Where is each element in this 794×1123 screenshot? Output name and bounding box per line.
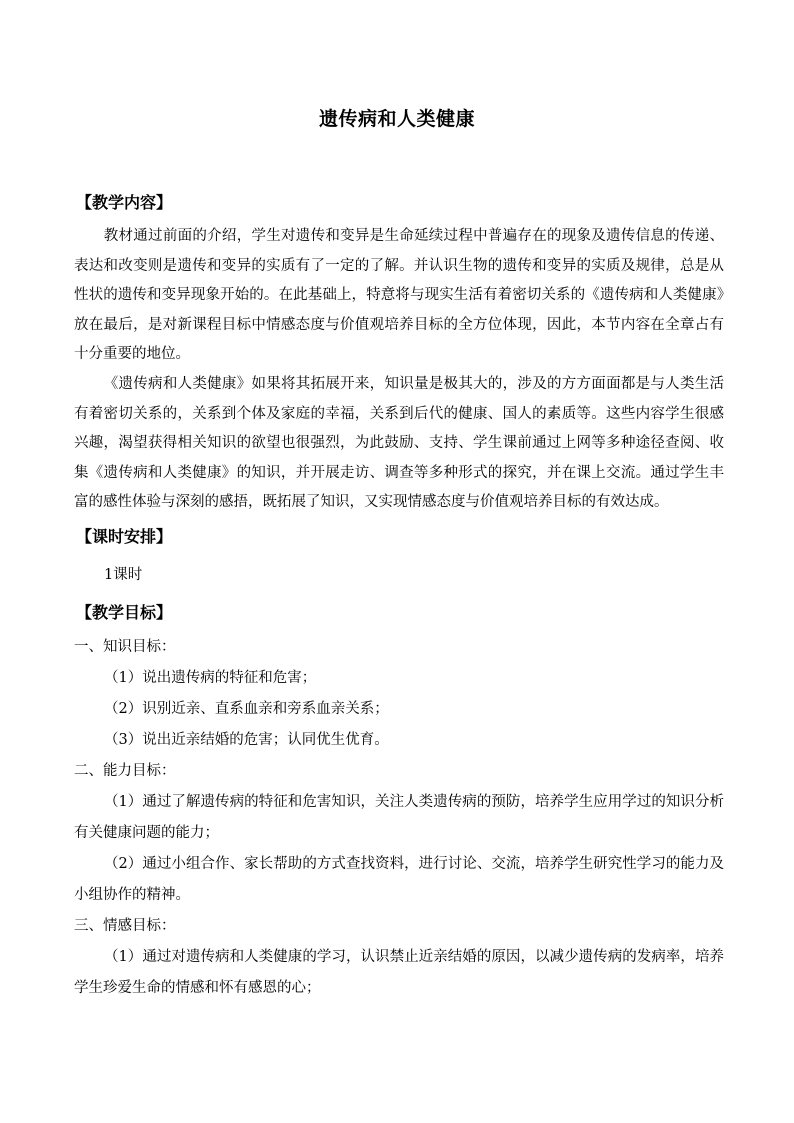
- heading-teaching-content: 【教学内容】: [76, 193, 173, 212]
- knowledge-objective-2: （2）识别近亲、直系血亲和旁系血亲关系；: [104, 700, 389, 717]
- content-paragraph-1: 教材通过前面的介绍，学生对遗传和变异是生命延续过程中普遍存在的现象及遗传信息的传递、表达和改变则是遗传和变异的实质有了一定的了解。并认识生物的遗传和变异的实质及规律，总是从性状的遗传和变异现象开始的。在此基础上，特意将与现实生活有着密切关系的《遗传病和人类健康》放在最后，是对新课程目标中情感态度与价值观培养目标的全方位体现，因此，本节内容在全章占有十分重要的地位。: [74, 228, 724, 363]
- ability-objective-1: （1）通过了解遗传病的特征和危害知识，关注人类遗传病的预防，培养学生应用学过的知识分析有关健康问题的能力；: [74, 793, 724, 841]
- heading-class-schedule: 【课时安排】: [76, 526, 173, 546]
- ability-objective-2: （2）通过小组合作、家长帮助的方式查找资料，进行讨论、交流，培养学生研究性学习的能力及小组协作的精神。: [74, 855, 724, 903]
- knowledge-objectives-label: 一、知识目标：: [74, 638, 176, 655]
- content-paragraph-2: 《遗传病和人类健康》如果将其拓展开来，知识量是极其大的，涉及的方方面面都是与人类生活有着密切关系的，关系到个体及家庭的幸福，关系到后代的健康、国人的素质等。这些内容学生很感兴趣，渴望获得相关知识的欲望也很强烈，为此鼓励、支持、学生课前通过上网等多种途径查阅、收集《遗传病和人类健康》的知识，并开展走访、调查等多种形式的探究，并在课上交流。通过学生丰富的感性体验与深刻的感捂，既拓展了知识，又实现情感态度与价值观培养目标的有效达成。: [74, 375, 724, 511]
- class-hours-text: 1课时: [104, 566, 143, 583]
- emotion-objective-1: （1）通过对遗传病和人类健康的学习，认识禁止近亲结婚的原因，以减少遗传病的发病率，培养学生珍爱生命的情感和怀有感恩的心；: [74, 948, 724, 996]
- knowledge-objective-1: （1）说出遗传病的特征和危害；: [104, 669, 317, 686]
- emotion-objectives-label: 三、情感目标：: [74, 917, 176, 934]
- knowledge-objective-3: （3）说出近亲结婚的危害；认同优生优育。: [104, 731, 389, 748]
- document-title: 遗传病和人类健康: [318, 108, 475, 130]
- document-body: [74, 184, 724, 1004]
- heading-teaching-objectives: 【教学目标】: [76, 602, 173, 622]
- ability-objectives-label: 二、能力目标：: [74, 762, 176, 779]
